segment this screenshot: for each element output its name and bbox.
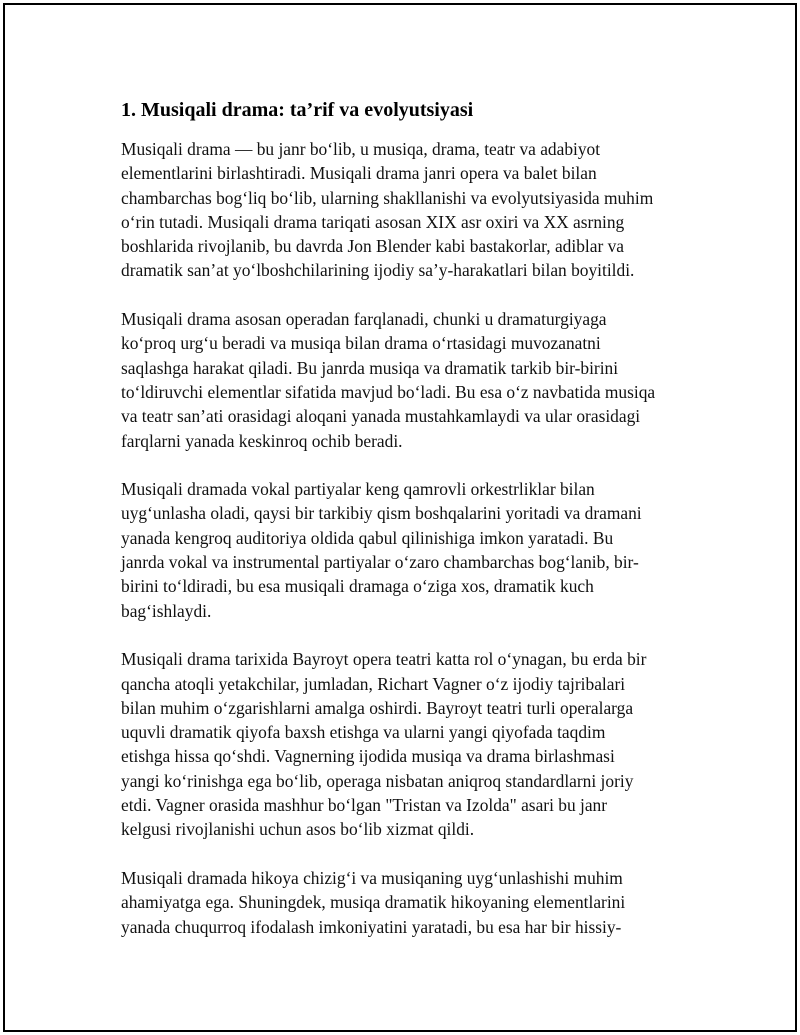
paragraph-line: to‘ldiruvchi elementlar sifatida mavjud bo‘ladi. Bu esa o‘z navbatida musiqa	[121, 381, 656, 402]
paragraph-line: yanada chuqurroq ifodalash imkoniyatini yaratadi, bu esa har bir hissiy-	[121, 916, 622, 937]
paragraph-line: birini to‘ldiradi, bu esa musiqali dramaga o‘ziga xos, dramatik kuch	[121, 576, 594, 597]
paragraph	[121, 866, 693, 939]
paragraph-line: o‘rin tutadi. Musiqali drama tariqati asosan XIX asr oxiri va XX asrning	[121, 211, 625, 232]
paragraph-line: yanada kengroq auditoriya oldida qabul qilinishiga imkon yaratadi. Bu	[121, 527, 614, 548]
paragraph-line: elementlarini birlashtiradi. Musiqali drama janri opera va balet bilan	[121, 163, 597, 184]
document-page	[3, 3, 797, 1032]
paragraph-line: yangi ko‘rinishga ega bo‘lib, operaga nisbatan aniqroq standardlarni joriy	[121, 770, 634, 791]
paragraph-line: boshlarida rivojlanib, bu davrda Jon Blender kabi bastakorlar, adiblar va	[121, 236, 624, 257]
paragraph-line: bilan muhim o‘zgarishlarni amalga oshirdi. Bayroyt teatri turli operalarga	[121, 697, 634, 718]
paragraph-line: kelgusi rivojlanishi uchun asos bo‘lib xizmat qildi.	[121, 819, 475, 840]
section-heading: 1. Musiqali drama: ta’rif va evolyutsiyasi	[121, 99, 474, 121]
paragraph-line: va teatr san’ati orasidagi aloqani yanada mustahkamlaydi va ular orasidagi	[121, 406, 641, 427]
paragraph-line: uyg‘unlasha oladi, qaysi bir tarkibiy qism boshqalarini yoritadi va dramani	[121, 503, 642, 524]
paragraph	[121, 647, 693, 841]
paragraph-line: dramatik san’at yo‘lboshchilarining ijodiy sa’y-harakatlari bilan boyitildi.	[121, 260, 635, 281]
paragraph-line: Musiqali drama asosan operadan farqlanadi, chunki u dramaturgiyaga	[121, 309, 607, 330]
paragraph-line: uquvli dramatik qiyofa baxsh etishga va ularni yangi qiyofada taqdim	[121, 722, 606, 743]
paragraph-line: ahamiyatga ega. Shuningdek, musiqa dramatik hikoyaning elementlarini	[121, 892, 626, 913]
paragraph-line: bag‘ishlaydi.	[121, 600, 212, 621]
paragraph-line: saqlashga harakat qiladi. Bu janrda musiqa va dramatik tarkib bir-birini	[121, 357, 619, 378]
paragraph-line: chambarchas bog‘liq bo‘lib, ularning shakllanishi va evolyutsiyasida muhim	[121, 187, 654, 208]
paragraph-line: qancha atoqli yetakchilar, jumladan, Richart Vagner o‘z ijodiy tajribalari	[121, 673, 626, 694]
paragraph-line: Musiqali drama tarixida Bayroyt opera teatri katta rol o‘ynagan, bu erda bir	[121, 649, 647, 670]
paragraph-line: etishga hissa qo‘shdi. Vagnerning ijodida musiqa va drama birlashmasi	[121, 746, 615, 767]
paragraph-line: Musiqali dramada vokal partiyalar keng qamrovli orkestrliklar bilan	[121, 479, 595, 500]
paragraph-line: farqlarni yanada keskinroq ochib beradi.	[121, 430, 403, 451]
paragraph-line: ko‘proq urg‘u beradi va musiqa bilan drama o‘rtasidagi muvozanatni	[121, 333, 601, 354]
paragraph-line: Musiqali drama — bu janr bo‘lib, u musiqa, drama, teatr va adabiyot	[121, 139, 601, 159]
paragraph	[121, 307, 693, 453]
paragraph-line: Musiqali dramada hikoya chizig‘i va musiqaning uyg‘unlashishi muhim	[121, 867, 623, 888]
paragraph-line: janrda vokal va instrumental partiyalar o‘zaro chambarchas bog‘lanib, bir-	[121, 552, 639, 573]
paragraphs-container	[121, 137, 693, 939]
paragraph	[121, 137, 693, 283]
document-content	[121, 97, 693, 963]
paragraph	[121, 477, 693, 623]
paragraph-line: etdi. Vagner orasida mashhur bo‘lgan "Tristan va Izolda" asari bu janr	[121, 795, 608, 816]
